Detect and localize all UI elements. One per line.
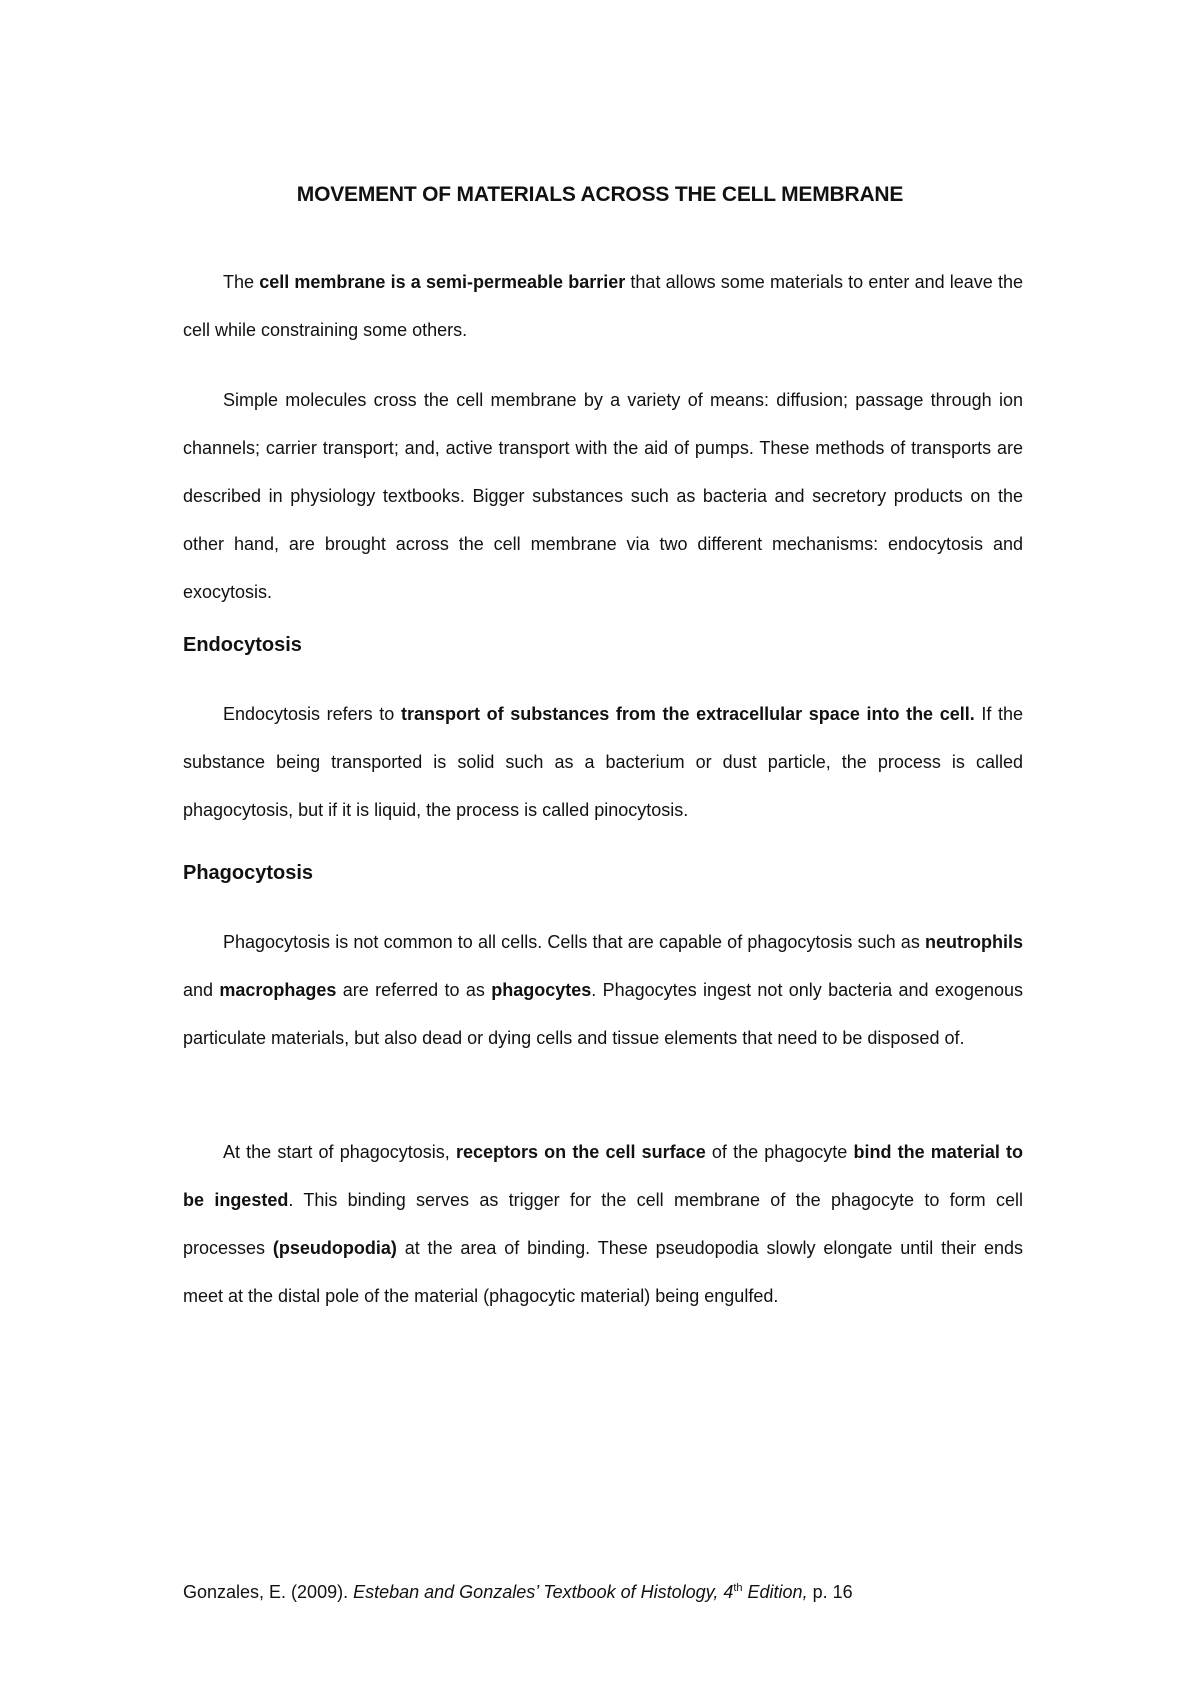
citation-author: Gonzales, E. (2009).	[183, 1582, 354, 1602]
bold-text: phagocytes	[491, 980, 592, 1000]
bold-text: receptors on the cell surface	[455, 1142, 706, 1162]
bold-text: transport of substances from the extracellular space into the cell.	[400, 704, 975, 724]
text-run: The	[223, 272, 260, 292]
bold-text: cell membrane is a semi-permeable barrier	[259, 272, 626, 292]
bold-text: bind the material to be ingested	[183, 1142, 1023, 1210]
paragraph-endocytosis	[183, 690, 1023, 834]
text-run: that allows some materials to enter and leave the cell while constraining some others.	[183, 272, 1023, 340]
paragraph-phagocytosis-start	[183, 1128, 1023, 1320]
text-run: At the start of phagocytosis,	[223, 1142, 456, 1162]
text-run: . Phagocytes ingest not only bacteria and exogenous particulate materials, but also dead or dying cells and tissue elements that need to be disposed of.	[183, 980, 1023, 1048]
citation-edition: Edition,	[742, 1582, 808, 1602]
text-run: Phagocytosis is not common to all cells. Cells that are capable of phagocytosis such as	[223, 932, 925, 952]
text-run: are referred to as	[336, 980, 492, 1000]
citation-footer	[183, 1582, 853, 1603]
section-heading-endocytosis: Endocytosis	[183, 634, 302, 656]
paragraph-simple-molecules	[183, 376, 1023, 616]
text-run: at the area of binding. These pseudopodia slowly elongate until their ends meet at the distal pole of the material (phagocytic material) being engulfed.	[183, 1238, 1023, 1306]
text-run: of the phagocyte	[705, 1142, 854, 1162]
text-run: If the substance being transported is solid such as a bacterium or dust particle, the process is called phagocytosis, but if it is liquid, the process is called pinocytosis.	[183, 704, 1023, 820]
page-title: MOVEMENT OF MATERIALS ACROSS THE CELL MEMBRANE	[296, 183, 904, 206]
text-run: . This binding serves as trigger for the cell membrane of the phagocyte to form cell processes	[183, 1190, 1023, 1258]
text-run: Simple molecules cross the cell membrane by a variety of means: diffusion; passage through ion channels; carrier transport; and, active transport with the aid of pumps. These methods of transports are described in physiology textbooks. Bigger substances such as bacteria and secretory products on the other hand, are brought across the cell membrane via two different mechanisms: endocytosis and exocytosis.	[183, 390, 1023, 602]
text-run: Endocytosis refers to	[223, 704, 401, 724]
paragraph-phagocytosis	[183, 918, 1023, 1062]
citation-book-title: Esteban and Gonzales’ Textbook of Histology, 4	[353, 1582, 734, 1602]
citation-superscript: th	[733, 1582, 743, 1594]
bold-text: neutrophils	[925, 932, 1023, 952]
bold-text: macrophages	[219, 980, 337, 1000]
citation-page: p. 16	[807, 1582, 853, 1602]
paragraph-cell-membrane	[183, 258, 1023, 354]
bold-text: (pseudopodia)	[272, 1238, 397, 1258]
text-run: and	[183, 980, 220, 1000]
section-heading-phagocytosis: Phagocytosis	[183, 862, 314, 884]
